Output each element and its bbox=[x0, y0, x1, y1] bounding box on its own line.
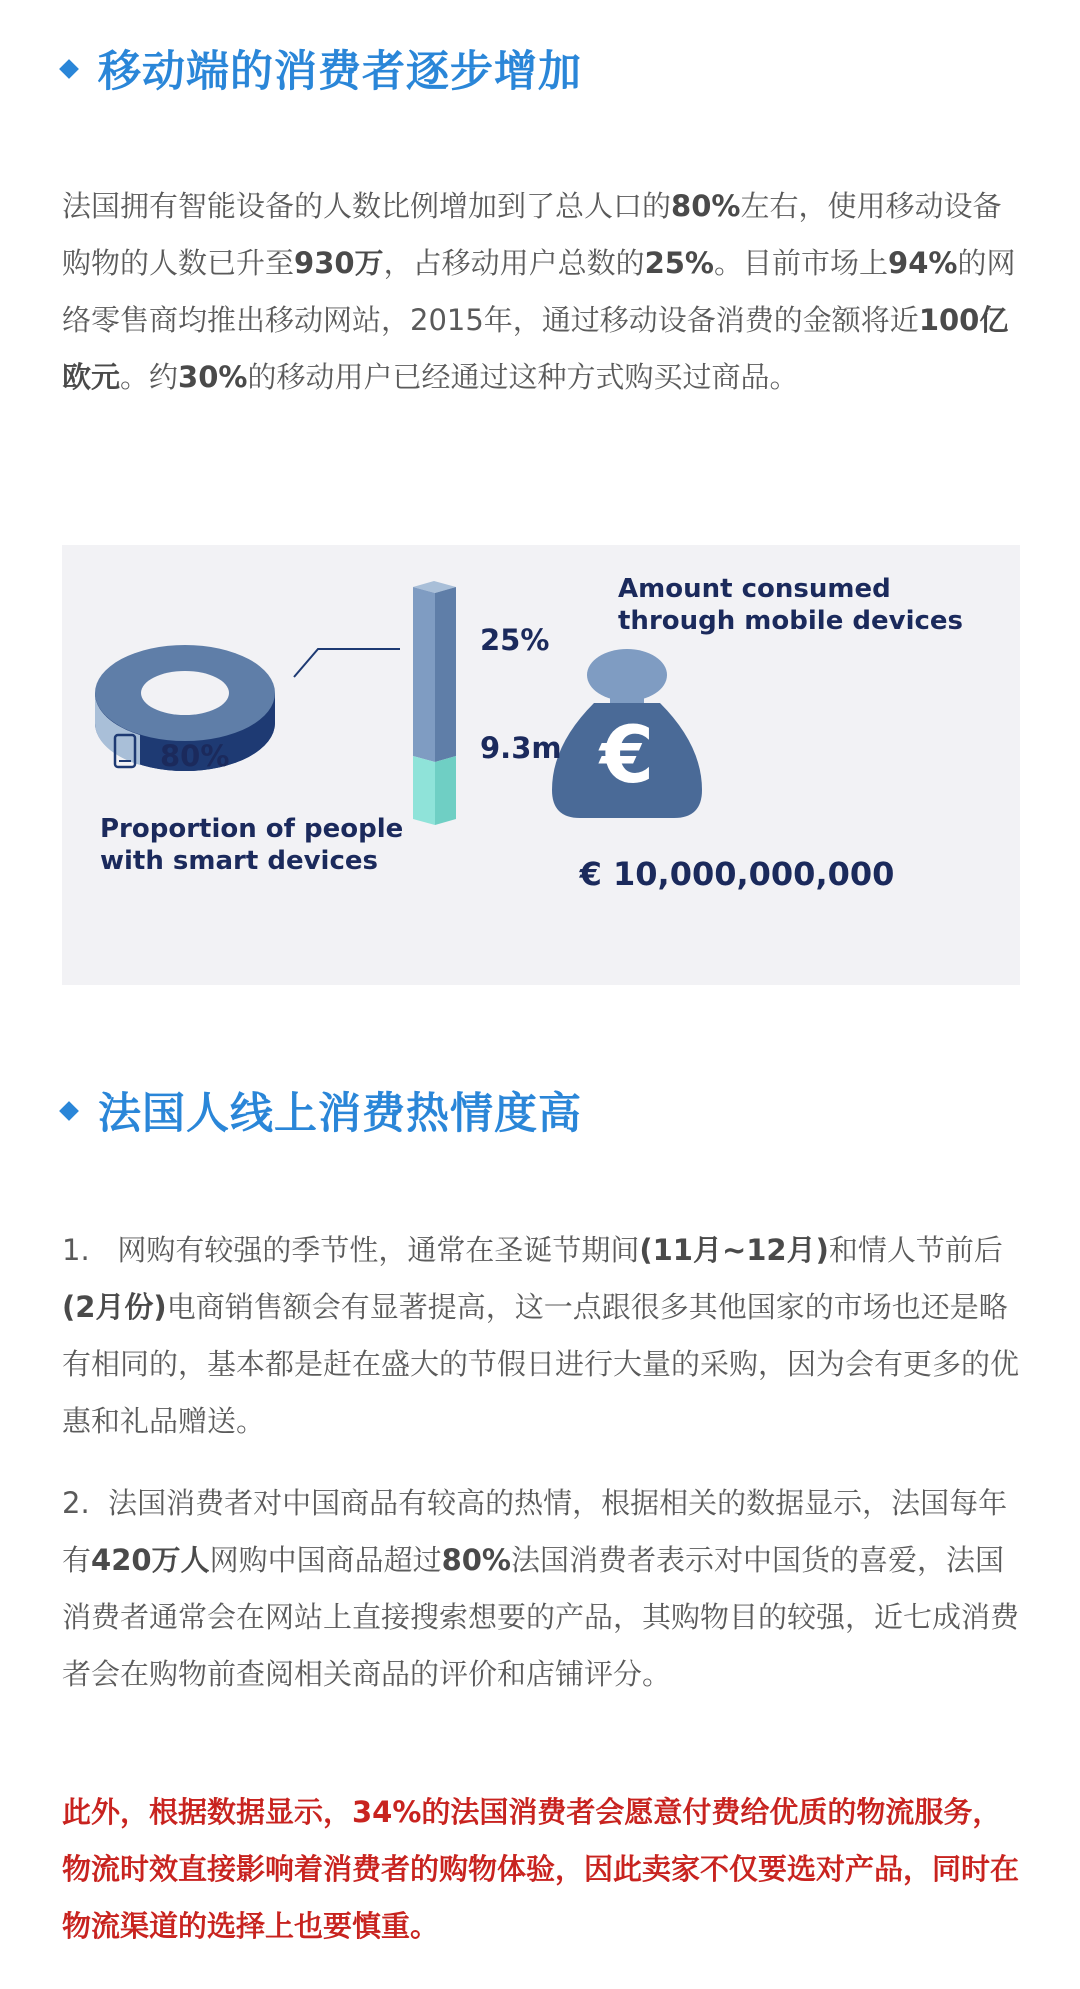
para-bold: 80% bbox=[441, 1543, 511, 1577]
para-bold: 930万 bbox=[294, 246, 384, 280]
diamond-bullet-icon bbox=[59, 59, 79, 79]
bar-lower-left bbox=[413, 756, 435, 825]
euro-symbol: € bbox=[599, 711, 655, 801]
left-caption-line: Proportion of people bbox=[100, 814, 404, 844]
para-text: ，占移动用户总数的 bbox=[383, 246, 645, 280]
para-text: 。约 bbox=[120, 360, 179, 394]
stacked-bar bbox=[413, 581, 456, 825]
para-text: 网购有较强的季节性，通常在圣诞节期间 bbox=[117, 1233, 640, 1267]
connector-line bbox=[294, 649, 400, 677]
diamond-bullet-icon bbox=[59, 1101, 79, 1121]
para-text: 左右，使用移动设备购物的人数已升至 bbox=[62, 189, 1002, 280]
section-title-text: 法国人线上消费热情度高 bbox=[98, 1089, 582, 1139]
para-text: 法国拥有智能设备的人数比例增加到了总人口的 bbox=[62, 189, 672, 223]
bar-upper-left bbox=[413, 587, 435, 762]
para-text: 网购中国商品超过 bbox=[209, 1543, 442, 1577]
section-title-enthusiasm bbox=[62, 1080, 582, 1141]
mobile-paragraph bbox=[62, 178, 1022, 406]
amount-label: € 10,000,000,000 bbox=[579, 855, 895, 893]
right-title-line: through mobile devices bbox=[618, 606, 964, 636]
bar-bottom-label: 9.3m bbox=[480, 731, 562, 765]
para-text: 法国消费者对中国商品有较高的热情，根据相关的数据显示，法国每年有 bbox=[62, 1486, 1008, 1577]
para-text: 电商销售额会有显著提高，这一点跟很多其他国家的市场也还是略有相同的，基本都是赶在盛大的节假日进行大量的采购，因为会有更多的优惠和礼品赠送。 bbox=[62, 1290, 1020, 1438]
para-text: 。目前市场上 bbox=[714, 246, 889, 280]
section-title-text: 移动端的消费者逐步增加 bbox=[98, 47, 582, 97]
donut-hole bbox=[141, 671, 229, 715]
right-title bbox=[618, 573, 963, 637]
bar-top-label: 25% bbox=[480, 623, 550, 657]
infographic-panel bbox=[62, 545, 1020, 985]
list-item-2 bbox=[62, 1475, 1022, 1703]
para-bold: 30% bbox=[178, 360, 248, 394]
para-bold: (11月~12月) bbox=[639, 1233, 829, 1267]
para-bold: 94% bbox=[888, 246, 958, 280]
para-text: 的移动用户已经通过这种方式购买过商品。 bbox=[247, 360, 799, 394]
donut-percent-label: 80% bbox=[160, 739, 230, 773]
para-bold: 100亿欧元 bbox=[62, 303, 1009, 394]
section-title-mobile bbox=[62, 38, 582, 99]
list-number: 1. bbox=[62, 1233, 90, 1267]
para-bold: (2月份) bbox=[62, 1290, 167, 1324]
bar-upper-right bbox=[435, 587, 456, 762]
left-caption-line: with smart devices bbox=[100, 846, 378, 876]
left-caption bbox=[100, 813, 403, 877]
list-item-1 bbox=[62, 1222, 1022, 1450]
para-text: 法国消费者表示对中国货的喜爱，法国消费者通常会在网站上直接搜索想要的产品，其购物目的较强，近七成消费者会在购物前查阅相关商品的评价和店铺评分。 bbox=[62, 1543, 1020, 1691]
para-bold: 420万人 bbox=[91, 1543, 210, 1577]
para-bold: 25% bbox=[644, 246, 714, 280]
para-text: 的网络零售商均推出移动网站，2015年，通过移动设备消费的金额将近 bbox=[62, 246, 1016, 337]
bar-lower-right bbox=[435, 756, 456, 825]
list-number: 2. bbox=[62, 1486, 90, 1520]
para-text: 和情人节前后 bbox=[828, 1233, 1003, 1267]
right-title-line: Amount consumed bbox=[618, 574, 891, 604]
para-bold: 80% bbox=[671, 189, 741, 223]
highlight-paragraph: 此外，根据数据显示，34%的法国消费者会愿意付费给优质的物流服务，物流时效直接影响着消费者的购物体验，因此卖家不仅要选对产品，同时在物流渠道的选择上也要慎重。 bbox=[62, 1795, 1020, 1943]
